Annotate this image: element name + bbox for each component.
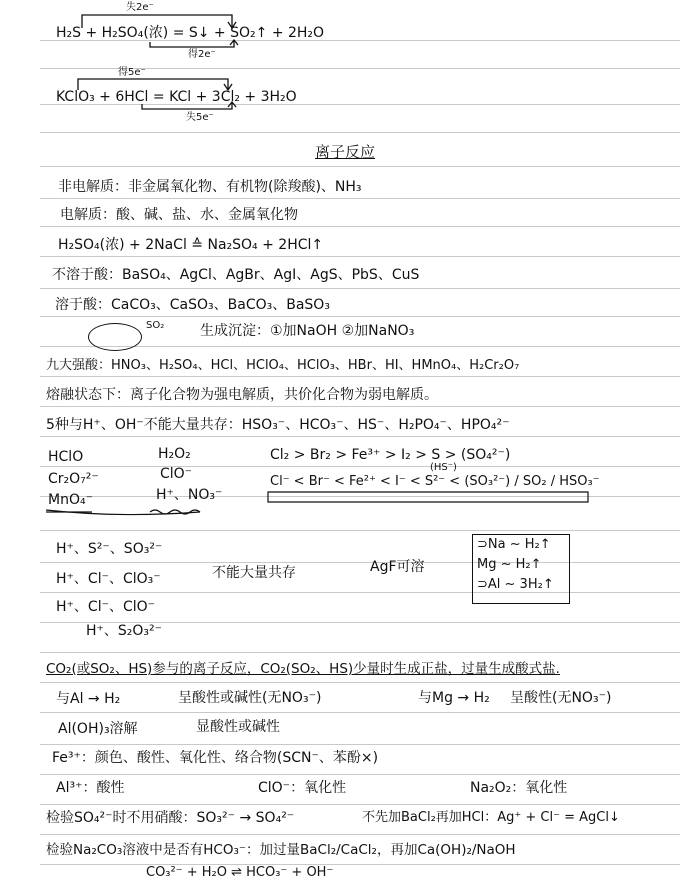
box-line: ⊃Na ~ H₂↑ bbox=[477, 537, 551, 552]
eq2-bottom-label: 失5e⁻ bbox=[186, 112, 214, 123]
line-al-condition: 呈酸性或碱性(无NO₃⁻) bbox=[178, 690, 322, 706]
bacl2-circled bbox=[88, 323, 142, 351]
line-mg-condition: 呈酸性(无NO₃⁻) bbox=[510, 690, 612, 706]
line-al3: Al³⁺：酸性 bbox=[56, 780, 125, 796]
section-title: 离子反应 bbox=[315, 143, 376, 161]
line-soluble-in-acid: 溶于酸：CaCO₃、CaSO₃、BaCO₃、BaSO₃ bbox=[55, 297, 330, 313]
oxidizer-col2-item: H₂O₂ bbox=[158, 446, 191, 462]
coexist-row: H⁺、S₂O₃²⁻ bbox=[86, 623, 163, 639]
line-al-h2: 与Al → H₂ bbox=[56, 691, 121, 707]
reducing-order: Cl⁻ < Br⁻ < Fe²⁺ < I⁻ < S²⁻ < (SO₃²⁻) / SO₂ / HSO₃⁻ bbox=[270, 474, 600, 489]
coexist-note: 不能大量共存 bbox=[212, 565, 296, 581]
line-mg-h2: 与Mg → H₂ bbox=[418, 690, 490, 706]
eq1-equation: H₂S + H₂SO₄(浓) = S↓ + SO₂↑ + 2H₂O bbox=[56, 25, 325, 41]
coexist-row: H⁺、Cl⁻、ClO₃⁻ bbox=[56, 571, 161, 587]
line-aloh3: Al(OH)₃溶解 bbox=[58, 721, 138, 737]
line-na2o2: Na₂O₂：氧化性 bbox=[470, 780, 568, 796]
line-five-ions: 5种与H⁺、OH⁻不能大量共存：HSO₃⁻、HCO₃⁻、HS⁻、H₂PO₄⁻、HPO₄²⁻ bbox=[46, 417, 510, 433]
line-strong-acids: 九大强酸：HNO₃、H₂SO₄、HCl、HClO₄、HClO₃、HBr、HI、HMnO₄、H₂Cr₂O₇ bbox=[46, 358, 520, 373]
line-test-na2co3: 检验Na₂CO₃溶液中是否有HCO₃⁻：加过量BaCl₂/CaCl₂，再加Ca(OH)₂/NaOH bbox=[46, 842, 516, 858]
line-test-so4: 检验SO₄²⁻时不用硝酸：SO₃²⁻ → SO₄²⁻ bbox=[46, 810, 295, 826]
line-molten-state: 熔融状态下：离子化合物为强电解质，共价化合物为弱电解质。 bbox=[46, 387, 438, 403]
line-nonelectrolyte: 非电解质：非金属氧化物、有机物(除羧酸)、NH₃ bbox=[58, 179, 362, 195]
oxidizer-col2-item: ClO⁻ bbox=[160, 466, 193, 482]
line-precipitate: 生成沉淀：①加NaOH ②加NaNO₃ bbox=[200, 323, 415, 339]
agf-note: AgF可溶 bbox=[370, 559, 425, 575]
coexist-row: H⁺、Cl⁻、ClO⁻ bbox=[56, 599, 156, 615]
line-clo: ClO⁻：氧化性 bbox=[258, 780, 347, 796]
eq2-equation: KClO₃ + 6HCl = KCl + 3Cl₂ + 3H₂O bbox=[56, 89, 297, 105]
oxidizing-order: Cl₂ > Br₂ > Fe³⁺ > I₂ > S > (SO₄²⁻) bbox=[270, 447, 511, 463]
line-test-cl: 不先加BaCl₂再加HCl：Ag⁺ + Cl⁻ = AgCl↓ bbox=[362, 810, 620, 825]
so2-label: SO₂ bbox=[146, 320, 165, 331]
oxidizer-col1-item: MnO₄⁻ bbox=[48, 492, 93, 508]
box-line: ⊃Al ~ 3H₂↑ bbox=[477, 577, 554, 592]
line-fe3: Fe³⁺：颜色、酸性、氧化性、络合物(SCN⁻、苯酚×) bbox=[52, 750, 379, 766]
eq2-top-label: 得5e⁻ bbox=[118, 67, 146, 78]
coexist-row: H⁺、S²⁻、SO₃²⁻ bbox=[56, 541, 163, 557]
metal-hydrogen-box bbox=[472, 534, 570, 604]
box-line: Mg ~ H₂↑ bbox=[477, 557, 542, 572]
line-aloh3-condition: 显酸性或碱性 bbox=[196, 719, 280, 735]
oxidizer-col1-item: HClO bbox=[48, 449, 84, 465]
hs-note: (HS⁻) bbox=[430, 462, 457, 473]
oxidizer-col1-item: Cr₂O₇²⁻ bbox=[48, 471, 99, 487]
oxidizer-col2-item: H⁺、NO₃⁻ bbox=[156, 487, 223, 503]
line-hydrolysis: CO₃²⁻ + H₂O ⇌ HCO₃⁻ + OH⁻ bbox=[146, 865, 334, 880]
eq1-top-label: 失2e⁻ bbox=[126, 2, 154, 13]
line-insoluble-in-acid: 不溶于酸：BaSO₄、AgCl、AgBr、AgI、AgS、PbS、CuS bbox=[52, 267, 420, 283]
line-electrolyte: 电解质：酸、碱、盐、水、金属氧化物 bbox=[60, 207, 298, 223]
eq1-bottom-label: 得2e⁻ bbox=[188, 49, 216, 60]
line-h2so4-nacl: H₂SO₄(浓) + 2NaCl ≙ Na₂SO₄ + 2HCl↑ bbox=[58, 237, 324, 253]
line-co2-reaction: CO₂(或SO₂、HS)参与的离子反应，CO₂(SO₂、HS)少量时生成正盐，过量生成酸式盐. bbox=[46, 661, 560, 677]
